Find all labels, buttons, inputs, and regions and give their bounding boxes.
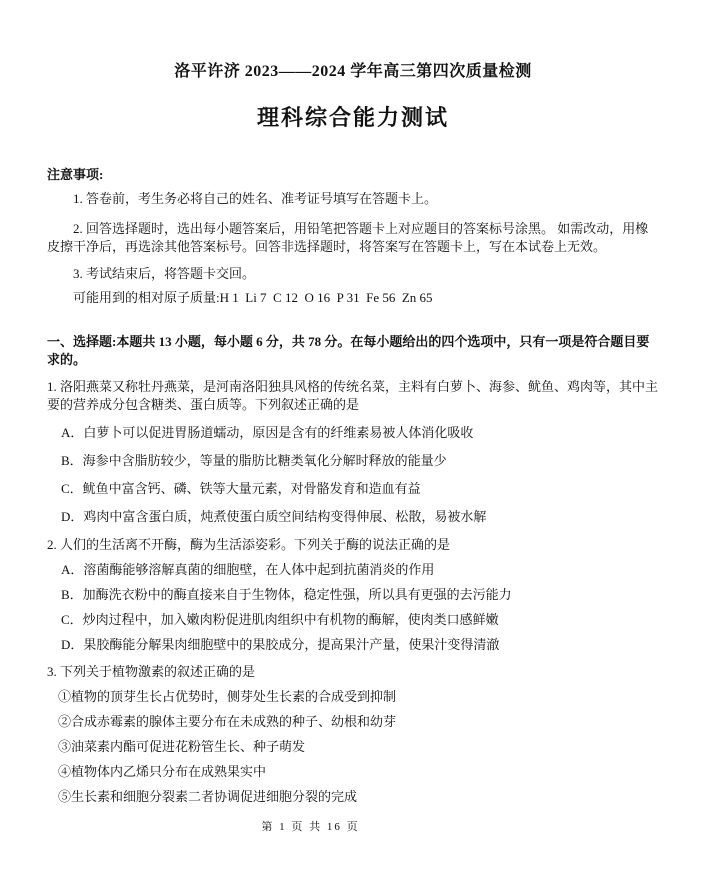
notice-item-3: 3. 考试结束后，将答题卡交回。 [73, 266, 256, 281]
question-3-item-5: ⑤生长素和细胞分裂素二者协调促进细胞分裂的完成 [58, 789, 358, 804]
question-1-option-b: B．海参中含脂肪较少，等量的脂肪比糖类氧化分解时释放的能量少 [61, 453, 447, 468]
exam-subtitle: 理科综合能力测试 [256, 105, 449, 130]
notice-header: 注意事项: [47, 167, 104, 182]
question-1-stem: 1. 洛阳燕菜又称牡丹燕菜，是河南洛阳独具风格的传统名菜，主料有白萝卜、海参、鱿鱼、鸡肉等，其中主要的营养成分包含糖类、蛋白质等。下列叙述正确的是 [47, 379, 659, 412]
question-2-option-c: C．炒肉过程中，加入嫩肉粉促进肌肉组织中有机物的酶解，使肉类口感鲜嫩 [61, 612, 499, 627]
question-1-option-a: A．白萝卜可以促进胃肠道蠕动，原因是含有的纤维素易被人体消化吸收 [61, 425, 474, 440]
page-number: 第 1 页 共 16 页 [261, 821, 360, 833]
question-1 [47, 378, 659, 526]
question-3-item-4: ④植物体内乙烯只分布在成熟果实中 [58, 764, 267, 779]
question-2-stem: 2. 人们的生活离不开酶，酶为生活添姿彩。下列关于酶的说法正确的是 [47, 537, 451, 552]
exam-title: 洛平许济 2023——2024 学年高三第四次质量检测 [174, 63, 532, 80]
notice-item-1: 1. 答卷前，考生务必将自己的姓名、准考证号填写在答题卡上。 [73, 191, 438, 206]
atomic-mass-line: 可能用到的相对原子质量:H 1 Li 7 C 12 O 16 P 31 Fe 56 Zn 65 [73, 290, 433, 305]
question-2-option-a: A．溶菌酶能够溶解真菌的细胞壁，在人体中起到抗菌消炎的作用 [61, 562, 435, 577]
question-2-option-b: B．加酶洗衣粉中的酶直接来自于生物体，稳定性强，所以具有更强的去污能力 [61, 587, 512, 602]
question-3-stem: 3. 下列关于植物激素的叙述正确的是 [47, 664, 256, 679]
section-heading: 一、选择题:本题共 13 小题，每小题 6 分，共 78 分。在每小题给出的四个选项中，只有一项是符合题目要求的。 [47, 334, 650, 367]
question-1-option-c: C．鱿鱼中富含钙、磷、铁等大量元素，对骨骼发育和造血有益 [61, 481, 421, 496]
question-3-item-2: ②合成赤霉素的腺体主要分布在未成熟的种子、幼根和幼芽 [58, 714, 397, 729]
question-1-option-d: D．鸡肉中富含蛋白质，炖煮使蛋白质空间结构变得伸展、松散，易被水解 [61, 509, 487, 524]
question-3 [47, 663, 659, 806]
notice-item-2: 2. 回答选择题时，选出每小题答案后，用铅笔把答题卡上对应题目的答案标号涂黑。 如需改动，用橡皮擦干净后，再选涂其他答案标号。回答非选择题时，将答案写在答题卡上，写在本试卷上无效。 [47, 221, 649, 254]
question-3-item-1: ①植物的顶芽生长占优势时，侧芽处生长素的合成受到抑制 [58, 689, 397, 704]
question-2 [47, 536, 659, 654]
question-2-option-d: D．果胶酶能分解果肉细胞壁中的果胶成分，提高果汁产量，使果汁变得清澈 [61, 637, 500, 652]
question-3-item-3: ③油菜素内酯可促进花粉管生长、种子萌发 [58, 739, 306, 754]
